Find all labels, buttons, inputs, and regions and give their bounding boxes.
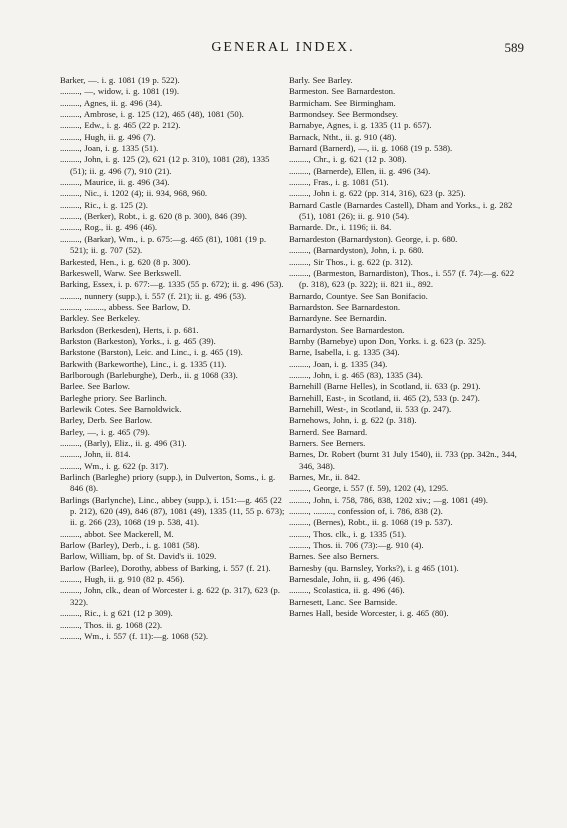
index-entry: ........., Thos. clk., i. g. 1335 (51). — [289, 528, 407, 539]
page-number: 589 — [504, 40, 524, 55]
index-entry: ........., Ambrose, i. g. 125 (12), 465 (48), 1081 (50). — [60, 109, 244, 120]
index-entry: ........., Edw., i. g. 465 (22 p. 212). — [60, 120, 181, 131]
index-entry: Barnesett, Lanc. See Barnside. — [289, 596, 398, 607]
index-entry: ........., Thos. ii. 706 (73):—g. 910 (4). — [289, 540, 424, 551]
index-entry: ........., Scolastica, ii. g. 496 (46). — [289, 585, 405, 596]
index-entry: Barkested, Hen., i. g. 620 (8 p. 300). — [60, 256, 191, 267]
index-entry: Barnehill (Barne Helles), in Scotland, ii. 633 (p. 291). — [289, 381, 481, 392]
index-entry: ........., John i. g. 622 (pp. 314, 316), 623 (p. 325). — [289, 188, 466, 199]
index-entry: Barne, Isabella, i. g. 1335 (34). — [289, 347, 400, 358]
index-entry: Barker, —. i. g. 1081 (19 p. 522). — [60, 75, 180, 85]
index-entry: ........., Joan, i. g. 1335 (51). — [60, 143, 159, 154]
index-entry: Barmondsey. See Bermondsey. — [289, 109, 398, 120]
index-entry: ........., ........., abbess. See Barlow, D. — [60, 301, 191, 312]
index-entry: Barnesby (qu. Barnsley, Yorks?), i. g 465 (101). — [289, 562, 459, 573]
index-entry: ........., John, i. 758, 786, 838, 1202 xiv.; —g. 1081 (49). — [289, 494, 488, 505]
index-entry: ........., Wm., i. 557 (f. 11):—g. 1068 (52). — [60, 630, 209, 641]
index-entry: Barnes. See also Berners. — [289, 551, 380, 562]
index-entry: Barnehill, East-, in Scotland, ii. 465 (2), 533 (p. 247). — [289, 392, 480, 403]
index-entry: ........., John, clk., dean of Worcester i. g. 622 (p. 317), 623 (p. 322). — [60, 585, 280, 607]
index-entry: Barnardyne. See Bernardin. — [289, 313, 387, 324]
index-entry: ........., Wm., i. g. 622 (p. 317). — [60, 460, 169, 471]
index-entry: Barkwith (Barkeworthe), Linc., i. g. 1335 (11). — [60, 358, 227, 369]
index-entry: ........., Ric., i. g 621 (12 p 309). — [60, 608, 173, 619]
running-head: GENERAL INDEX. — [211, 40, 355, 55]
index-entry: Barley, Derb. See Barlow. — [60, 415, 153, 426]
index-entry: Barlow (Barley), Derb., i. g. 1081 (58). — [60, 540, 200, 551]
index-entry: Barly. See Barley. — [289, 75, 353, 85]
index-entry: ........., Fras., i. g. 1081 (51). — [289, 177, 389, 188]
index-entry: Barners. See Berners. — [289, 438, 366, 448]
index-entry: Barnerd. See Barnard. — [289, 426, 368, 437]
index-entry: ........., (Barnardyston), John, i. p. 680. — [289, 245, 424, 256]
index-entry: Barlewik Cotes. See Barnoldwick. — [60, 403, 182, 414]
left-index-column — [60, 75, 286, 642]
index-entry: ........., Hugh, ii. g. 496 (7). — [60, 131, 156, 142]
index-entry: Barnard (Barnerd), —, ii. g. 1068 (19 p. 538). — [289, 143, 453, 154]
index-entry: Barkstone (Barston), Leic. and Linc., i. g. 465 (19). — [60, 347, 243, 358]
index-entry: Barking, Essex, i. p. 677:—g. 1335 (55 p. 672); ii. g. 496 (53). — [60, 279, 284, 290]
index-entry: ........., Chr., i. g. 621 (12 p. 308). — [289, 154, 407, 165]
right-index-column — [289, 75, 519, 620]
index-entry: ........., Hugh, ii. g. 910 (82 p. 456). — [60, 574, 185, 585]
index-entry: Barlinch (Barleghe) priory (supp.), in Dulverton, Soms., i. g. 846 (8). — [60, 472, 276, 494]
index-entry: Barlee. See Barlow. — [60, 381, 130, 392]
index-entry: Barlow (Barlee), Dorothy, abbess of Barking, i. 557 (f. 21). — [60, 562, 271, 573]
index-entry: ........., Ric., i. g. 125 (2). — [60, 199, 148, 210]
index-entry: ........., (Barkar), Wm., i. p. 675:—g. 465 (81), 1081 (19 p. 521); ii. g. 707 (52). — [60, 233, 267, 256]
index-entry: ........., (Bernes), Robt., ii. g. 1068 (19 p. 537). — [289, 517, 453, 528]
index-entry: Barnby (Barnebye) upon Don, Yorks. i. g. 623 (p. 325). — [289, 335, 487, 346]
index-entry: ........., —, widow, i. g. 1081 (19). — [60, 86, 179, 97]
index-entry: Barnes Hall, beside Worcester, i. g. 465 (80). — [289, 608, 449, 619]
index-entry: Barnardston. See Barnardeston. — [289, 301, 401, 312]
index-entry: ........., John, ii. 814. — [60, 449, 131, 460]
index-entry: Barksdon (Berkesden), Herts, i. p. 681. — [60, 324, 199, 335]
index-entry: ........., (Berker), Robt., i. g. 620 (8 p. 300), 846 (39). — [60, 211, 247, 222]
index-entry: Barnardo, Countye. See San Bonifacio. — [289, 290, 428, 301]
index-entry: Barnardyston. See Barnardeston. — [289, 324, 405, 335]
index-entry: Barnack, Ntht., ii. g. 910 (48). — [289, 131, 397, 142]
index-entry: Barnardeston (Barnardyston). George, i. p. 680. — [289, 233, 458, 244]
index-entry: ........., Maurice, ii. g. 496 (34). — [60, 177, 170, 188]
index-entry: ........., John, i. g. 125 (2), 621 (12 p. 310), 1081 (28), 1335 (51); ii. g. 496 (7), 910 (21). — [60, 154, 270, 176]
index-entry: ........., (Barmeston, Barnardiston), Thos., i. 557 (f. 74):—g. 622 (p. 318), 623 (p. 322); ii. 821 ii., 892. — [289, 267, 515, 290]
index-entry: Barnes, Mr., ii. 842. — [289, 472, 360, 483]
index-entry: ........., abbot. See Mackerell, M. — [60, 528, 174, 539]
index-entry: Barnehill, West-, in Scotland, ii. 533 (p. 247). — [289, 403, 452, 414]
index-entry: ........., George, i. 557 (f. 59), 1202 (4), 1295. — [289, 483, 449, 494]
index-entry: Barlborough (Barleburghe), Derb., ii. g 1068 (33). — [60, 369, 238, 380]
index-entry: Barnabye, Agnes, i. g. 1335 (11 p. 657). — [289, 120, 432, 131]
index-entry: ........., Thos. ii. g. 1068 (22). — [60, 619, 163, 630]
index-entry: Barnard Castle (Barnardes Castell), Dham and Yorks., i. g. 282 (51), 1081 (26); ii. g. 910 (54). — [289, 199, 513, 222]
index-entry: ........., Joan, i. g. 1335 (34). — [289, 358, 388, 369]
index-entry: Barleghe priory. See Barlinch. — [60, 392, 167, 403]
index-entry: Barnarde. Dr., i. 1196; ii. 84. — [289, 222, 392, 233]
index-entry: Barnehows, John, i. g. 622 (p. 318). — [289, 415, 417, 426]
index-entry: ........., Agnes, ii. g. 496 (34). — [60, 97, 163, 108]
index-entry: ........., nunnery (supp.), i. 557 (f. 21); ii. g. 496 (53). — [60, 290, 247, 301]
index-entry: ........., Sir Thos., i. g. 622 (p. 312). — [289, 256, 413, 267]
index-entry: Barley, —, i. g. 465 (79). — [60, 426, 150, 437]
index-entry: ........., (Barnerde), Ellen, ii. g. 496 (34). — [289, 165, 431, 176]
index-entry: ........., Nic., i. 1202 (4); ii. 934, 968, 960. — [60, 188, 208, 199]
index-entry: ........., (Barly), Eliz., ii. g. 496 (31). — [60, 438, 187, 448]
index-entry: Barkston (Barkeston), Yorks., i. g. 465 (39). — [60, 335, 216, 346]
index-entry: ........., John, i. g. 465 (83), 1335 (34). — [289, 369, 423, 380]
index-entry: Barlow, William, bp. of St. David's ii. 1029. — [60, 551, 217, 562]
index-entry: Barlings (Barlynche), Linc., abbey (supp.), i. 151:—g. 465 (22 p. 212), 620 (49), 846 (87), 1081 (49), 1335 (11, 55 p. 673); ii. g. 266 (23), 1068 (19 p. 538, 41). — [60, 494, 285, 528]
index-entry: Barmeston. See Barnardeston. — [289, 86, 396, 97]
index-entry: Barnes, Dr. Robert (burnt 31 July 1540), ii. 733 (pp. 342n., 344, 346, 348). — [289, 449, 517, 471]
index-entry: Barnesdale, John, ii. g. 496 (46). — [289, 574, 405, 585]
index-entry: Barmicham. See Birmingham. — [289, 97, 396, 108]
index-entry: Barkley. See Berkeley. — [60, 313, 140, 324]
index-entry: ........., ........., confession of, i. 786, 838 (2). — [289, 506, 443, 517]
index-entry: Barkeswell, Warw. See Berkswell. — [60, 267, 182, 278]
index-entry: ........., Rog., ii. g. 496 (46). — [60, 222, 158, 233]
